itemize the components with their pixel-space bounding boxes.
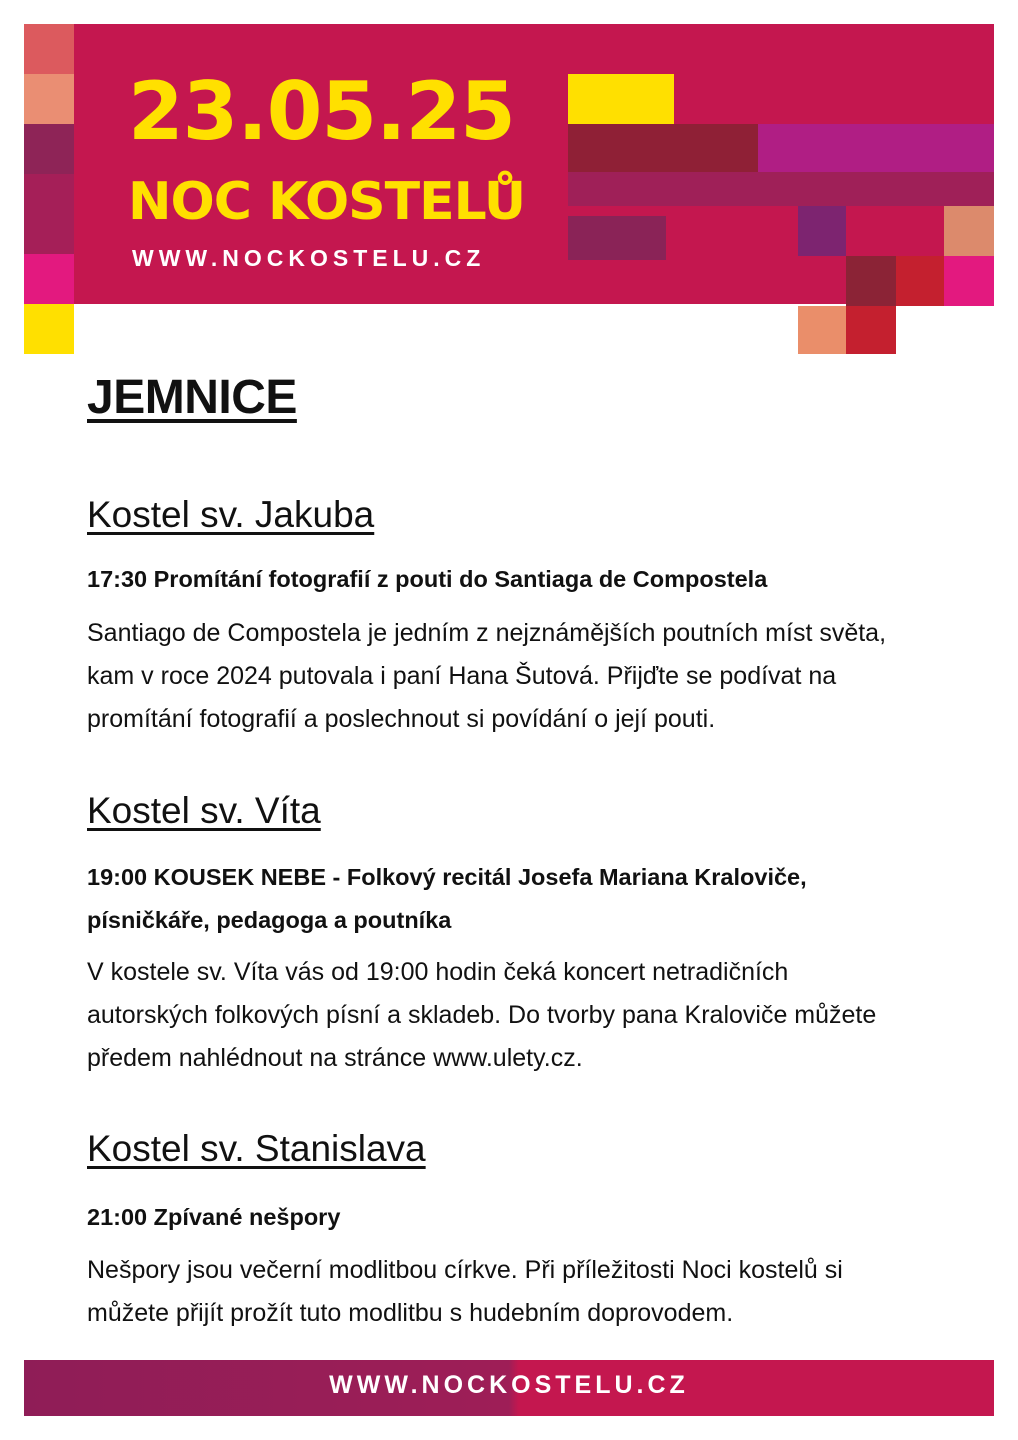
deco-block [798,206,846,256]
deco-block [846,256,896,306]
description-line: můžete přijít prožít tuto modlitbu s hudebním doprovodem. [87,1299,734,1327]
deco-block [568,124,758,172]
city-heading: JEMNICE [87,371,297,424]
event-description-jakuba [87,612,987,741]
deco-square [24,254,74,304]
event-title-jakuba: 17:30 Promítání fotografií z pouti do Santiaga de Compostela [87,566,768,592]
event-description-stanislava [87,1249,987,1335]
description-line: V kostele sv. Víta vás od 19:00 hodin čeká koncert netradičních [87,958,789,986]
deco-block [798,306,846,354]
church-heading-stanislava: Kostel sv. Stanislava [87,1128,426,1169]
deco-block [568,74,674,124]
church-heading-jakuba: Kostel sv. Jakuba [87,494,375,535]
deco-square [24,124,74,174]
deco-block [944,206,994,256]
description-line: kam v roce 2024 putovala i paní Hana Šutová. Přijďte se podívat na [87,662,837,690]
event-title-stanislava: 21:00 Zpívané nešpory [87,1204,341,1230]
deco-block [846,306,896,354]
description-line: Santiago de Compostela je jedním z nejznámějších poutních míst světa, [87,619,887,647]
event-title-line: písničkáře, pedagoga a poutníka [87,907,452,933]
event-title-vita [87,856,967,942]
deco-square [24,304,74,354]
deco-block [758,124,994,172]
church-heading-vita: Kostel sv. Víta [87,790,321,831]
deco-block [944,256,994,306]
banner-url: WWW.NOCKOSTELU.CZ [132,245,486,271]
event-title-line: 19:00 KOUSEK NEBE - Folkový recitál Josefa Mariana Kraloviče, [87,864,807,890]
description-line: autorských folkových písní a skladeb. Do tvorby pana Kraloviče můžete [87,1001,877,1029]
deco-block [896,256,944,306]
description-line: předem nahlédnout na stránce www.ulety.cz. [87,1044,583,1072]
deco-square [24,74,74,124]
event-title: NOC KOSTELŮ [128,172,526,232]
deco-square [24,24,74,74]
deco-square [24,174,74,254]
description-line: Nešpory jsou večerní modlitbou církve. Při příležitosti Noci kostelů si [87,1256,843,1284]
event-description-vita [87,951,987,1080]
deco-block [568,216,666,260]
deco-block [568,172,994,206]
footer-url: WWW.NOCKOSTELU.CZ [329,1371,689,1399]
event-date: 23.05.25 [128,65,515,158]
description-line: promítání fotografií a poslechnout si povídání o její pouti. [87,705,716,733]
